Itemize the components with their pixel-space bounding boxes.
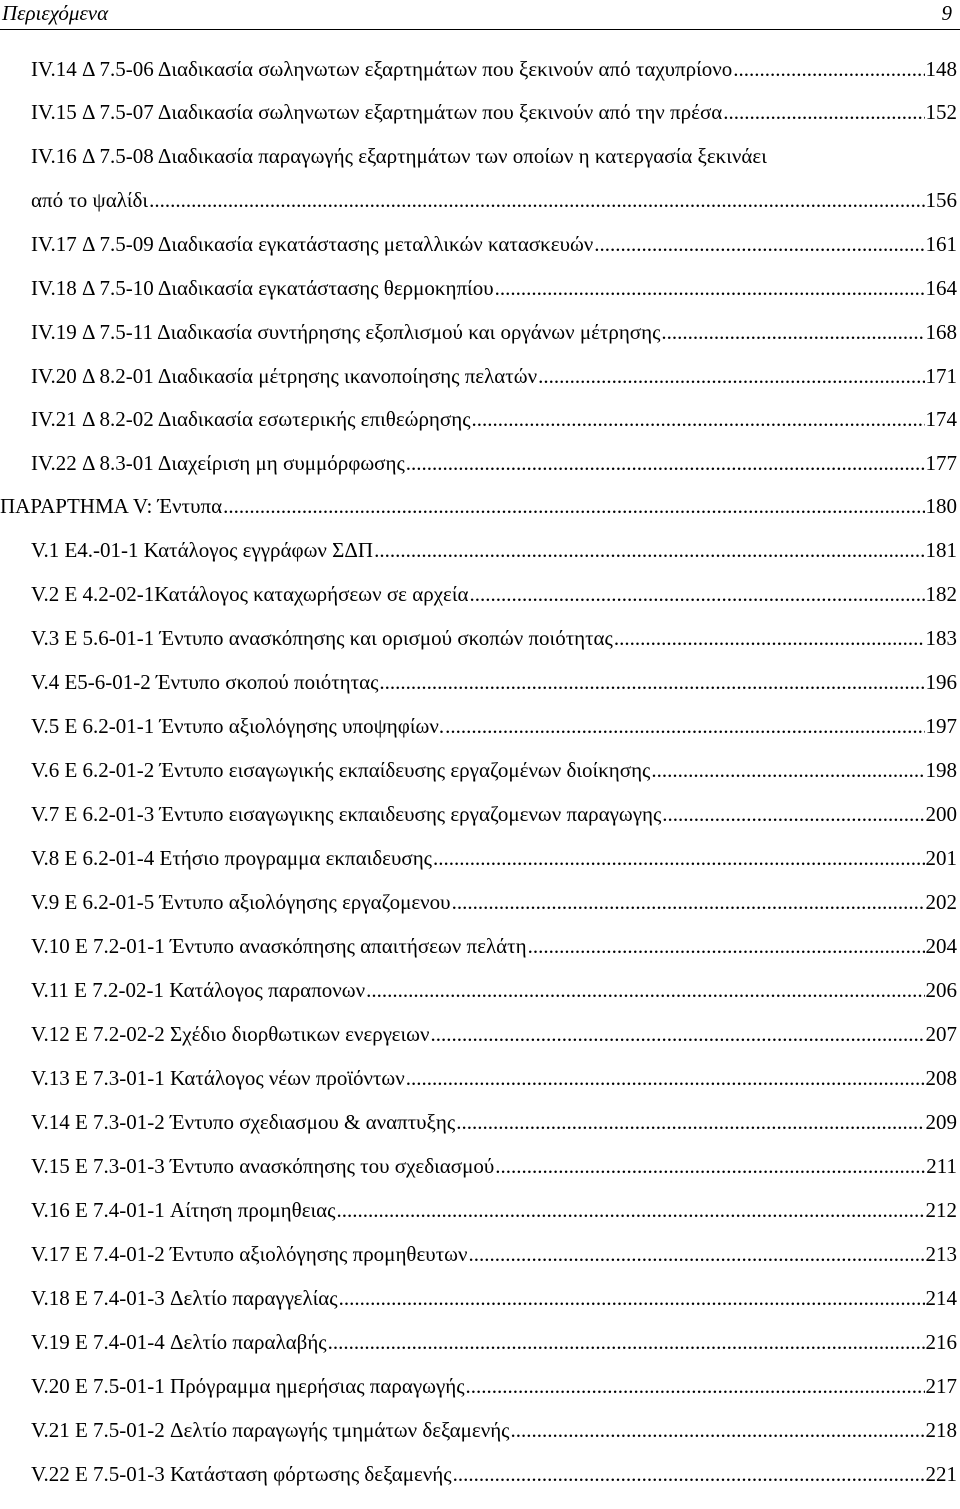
toc-dot-leader xyxy=(733,55,924,83)
toc-dot-leader xyxy=(453,1460,925,1488)
toc-entry-title: ΠΑΡΑΡΤΗΜΑ V: Έντυπα xyxy=(0,494,223,518)
toc-entry-title: V.7 E 6.2-01-3 Έντυπο εισαγωγικης εκπαιδευσης εργαζομενων παραγωγης xyxy=(31,802,662,826)
toc-dot-leader xyxy=(469,580,924,608)
toc-entry[interactable] xyxy=(0,1284,957,1312)
toc-entry-title: V.21 E 7.5-01-2 Δελτίο παραγωγής τμημάτων δεξαμενής xyxy=(31,1418,510,1442)
toc-entry[interactable] xyxy=(0,756,957,784)
toc-dot-leader xyxy=(495,1152,925,1180)
toc-entry-page: 168 xyxy=(925,320,957,344)
toc-entry[interactable] xyxy=(0,1152,957,1180)
toc-entry-title: V.6 E 6.2-01-2 Έντυπο εισαγωγικής εκπαίδευσης εργαζομένων διοίκησης xyxy=(31,758,651,782)
toc-entry-title: V.8 E 6.2-01-4 Ετήσιο προγραμμα εκπαιδευσης xyxy=(31,846,432,870)
toc-entry[interactable] xyxy=(0,362,957,390)
toc-entry-title: V.11 E 7.2-02-1 Κατάλογος παραπονων xyxy=(31,978,366,1002)
toc-entry-title: V.20 E 7.5-01-1 Πρόγραμμα ημερήσιας παραγωγής xyxy=(31,1374,465,1398)
toc-dot-leader xyxy=(466,1372,925,1400)
toc-entry-page: 221 xyxy=(925,1462,957,1486)
toc-entry[interactable] xyxy=(0,274,957,302)
toc-dot-leader xyxy=(472,405,925,433)
toc-entry[interactable] xyxy=(0,1240,957,1268)
toc-entry-page: 212 xyxy=(925,1198,957,1222)
toc-entry-page: 148 xyxy=(925,57,957,81)
toc-dot-leader xyxy=(445,712,924,740)
toc-entry[interactable] xyxy=(0,1196,957,1224)
toc-entry-page: 180 xyxy=(925,494,957,518)
toc-entry[interactable] xyxy=(0,405,957,433)
toc-entry-title: V.19 E 7.4-01-4 Δελτίο παραλαβής xyxy=(31,1330,327,1354)
toc-entry-title: IV.21 Δ 8.2-02 Διαδικασία εσωτερικής επιθεώρησης xyxy=(31,407,471,431)
toc-entry[interactable] xyxy=(0,1416,957,1444)
toc-entry[interactable] xyxy=(0,932,957,960)
toc-entry-page: 174 xyxy=(925,407,957,431)
toc-entry-page: 214 xyxy=(925,1286,957,1310)
toc-entry[interactable] xyxy=(0,1108,957,1136)
toc-entry-page: 196 xyxy=(925,670,957,694)
toc-dot-leader xyxy=(651,756,924,784)
toc-entry-page: 177 xyxy=(925,451,957,475)
toc-entry-title: IV.22 Δ 8.3-01 Διαχείριση μη συμμόρφωσης xyxy=(31,451,405,475)
toc-dot-leader xyxy=(594,230,924,258)
toc-entry-title: IV.20 Δ 8.2-01 Διαδικασία μέτρησης ικανοποίησης πελατών xyxy=(31,364,538,388)
toc-entry[interactable] xyxy=(0,580,957,608)
toc-dot-leader xyxy=(223,492,924,520)
toc-dot-leader xyxy=(662,800,924,828)
toc-entry-page: 182 xyxy=(925,582,957,606)
toc-entry-page: 213 xyxy=(925,1242,957,1266)
toc-entry-title: V.16 E 7.4-01-1 Αίτηση προμηθειας xyxy=(31,1198,336,1222)
toc-entry-page: 156 xyxy=(925,188,957,212)
toc-entry[interactable] xyxy=(0,976,957,1004)
toc-entry[interactable] xyxy=(0,186,957,214)
toc-entry[interactable] xyxy=(0,536,957,564)
toc-entry-page: 217 xyxy=(925,1374,957,1398)
toc-entry[interactable] xyxy=(0,1460,957,1488)
toc-entry-page: 161 xyxy=(925,232,957,256)
toc-entry-page: 218 xyxy=(925,1418,957,1442)
toc-dot-leader xyxy=(379,668,924,696)
toc-entry-title: V.3 E 5.6-01-1 Έντυπο ανασκόπησης και ορισμού σκοπών ποιότητας xyxy=(31,626,613,650)
toc-entry[interactable] xyxy=(0,230,957,258)
toc-dot-leader xyxy=(495,274,925,302)
toc-entry-page: 208 xyxy=(925,1066,957,1090)
toc-entry-title: V.17 E 7.4-01-2 Έντυπο αξιολόγησης προμηθευτων xyxy=(31,1242,468,1266)
toc-dot-leader xyxy=(374,536,924,564)
toc-entry-title: IV.16 Δ 7.5-08 Διαδικασία παραγωγής εξαρτημάτων των οποίων η κατεργασία ξεκινάει xyxy=(31,144,767,168)
toc-dot-leader xyxy=(328,1328,925,1356)
toc-entry-title: V.22 E 7.5-01-3 Κατάσταση φόρτωσης δεξαμενής xyxy=(31,1462,452,1486)
toc-entry-title: V.13 E 7.3-01-1 Κατάλογος νέων προϊόντων xyxy=(31,1066,405,1090)
toc-entry[interactable] xyxy=(0,318,957,346)
toc-entry-title: V.14 E 7.3-01-2 Έντυπο σχεδιασμου & αναπτυξης xyxy=(31,1110,456,1134)
toc-entry-title: V.18 E 7.4-01-3 Δελτίο παραγγελίας xyxy=(31,1286,338,1310)
toc-entry-title: IV.17 Δ 7.5-09 Διαδικασία εγκατάστασης μεταλλικών κατασκευών xyxy=(31,232,594,256)
toc-entry-page: 200 xyxy=(925,802,957,826)
toc-dot-leader xyxy=(149,186,924,214)
toc-entry[interactable] xyxy=(0,844,957,872)
toc-dot-leader xyxy=(336,1196,924,1224)
toc-dot-leader xyxy=(406,449,925,477)
toc-entry[interactable] xyxy=(0,492,957,520)
toc-entry[interactable] xyxy=(0,142,957,170)
toc-dot-leader xyxy=(339,1284,925,1312)
toc-entry-title: V.4 E5-6-01-2 Έντυπο σκοπού ποιότητας xyxy=(31,670,379,694)
toc-entry-title: IV.19 Δ 7.5-11 Διαδικασία συντήρησης εξοπλισμού και οργάνων μέτρησης xyxy=(31,320,661,344)
toc-entry[interactable] xyxy=(0,800,957,828)
toc-entry-title: V.9 E 6.2-01-5 Έντυπο αξιολόγησης εργαζομενου xyxy=(31,890,451,914)
toc-dot-leader xyxy=(511,1416,925,1444)
toc-entry-page: 211 xyxy=(926,1154,957,1178)
page-header xyxy=(0,0,960,30)
toc-entry-page: 171 xyxy=(925,364,957,388)
toc-entry[interactable] xyxy=(0,98,957,126)
toc-dot-leader xyxy=(528,932,925,960)
toc-entry-page: 207 xyxy=(925,1022,957,1046)
toc-entry-page: 202 xyxy=(925,890,957,914)
toc-entry-page: 209 xyxy=(925,1110,957,1134)
toc-entry[interactable] xyxy=(0,1064,957,1092)
header-page-number: 9 xyxy=(941,1,952,25)
toc-entry-title: V.15 E 7.3-01-3 Έντυπο ανασκόπησης του σχεδιασμού xyxy=(31,1154,495,1178)
toc-entry-page: 201 xyxy=(925,846,957,870)
toc-dot-leader xyxy=(661,318,924,346)
header-title: Περιεχόμενα xyxy=(2,1,109,25)
toc-entry-page: 152 xyxy=(925,100,957,124)
toc-entry[interactable] xyxy=(0,1328,957,1356)
toc-entry-title: V.5 E 6.2-01-1 Έντυπο αξιολόγησης υποψηφίων. xyxy=(31,714,445,738)
toc-entry-page: 206 xyxy=(925,978,957,1002)
toc-entry-page: 216 xyxy=(925,1330,957,1354)
toc-dot-leader xyxy=(452,888,925,916)
toc-entry[interactable] xyxy=(0,668,957,696)
toc-entry-title: από το ψαλίδι xyxy=(31,188,149,212)
toc-entry-title: IV.15 Δ 7.5-07 Διαδικασία σωληνωτων εξαρτημάτων που ξεκινούν από την πρέσα xyxy=(31,100,723,124)
toc-entry[interactable] xyxy=(0,55,957,83)
toc-dot-leader xyxy=(723,98,924,126)
toc-dot-leader xyxy=(430,1020,924,1048)
toc-dot-leader xyxy=(468,1240,924,1268)
toc-entry-page: 198 xyxy=(925,758,957,782)
toc-entry-page: 197 xyxy=(925,714,957,738)
toc-entry[interactable] xyxy=(0,624,957,652)
toc-entry-title: V.12 E 7.2-02-2 Σχέδιο διορθωτικων ενεργειων xyxy=(31,1022,430,1046)
toc-entry-title: IV.14 Δ 7.5-06 Διαδικασία σωληνωτων εξαρτημάτων που ξεκινούν από ταχυπρίονο xyxy=(31,57,733,81)
toc-entry-page: 181 xyxy=(925,538,957,562)
toc-dot-leader xyxy=(538,362,924,390)
toc-entry-page: 164 xyxy=(925,276,957,300)
toc-entry-title: V.10 E 7.2-01-1 Έντυπο ανασκόπησης απαιτήσεων πελάτη xyxy=(31,934,527,958)
toc-dot-leader xyxy=(433,844,925,872)
toc-entry-title: IV.18 Δ 7.5-10 Διαδικασία εγκατάστασης θερμοκηπίου xyxy=(31,276,494,300)
toc-entry[interactable] xyxy=(0,888,957,916)
toc-entry[interactable] xyxy=(0,449,957,477)
toc-entry-title: V.2 E 4.2-02-1Κατάλογος καταχωρήσεων σε αρχεία xyxy=(31,582,469,606)
toc-dot-leader xyxy=(406,1064,925,1092)
toc-entry-page: 204 xyxy=(925,934,957,958)
toc-entry-page: 183 xyxy=(925,626,957,650)
toc-entry-title: V.1 E4.-01-1 Κατάλογος εγγράφων ΣΔΠ xyxy=(31,538,374,562)
toc-dot-leader xyxy=(456,1108,924,1136)
toc-entry[interactable] xyxy=(0,712,957,740)
toc-entry[interactable] xyxy=(0,1372,957,1400)
toc-dot-leader xyxy=(614,624,925,652)
toc-entry[interactable] xyxy=(0,1020,957,1048)
toc-dot-leader xyxy=(366,976,924,1004)
